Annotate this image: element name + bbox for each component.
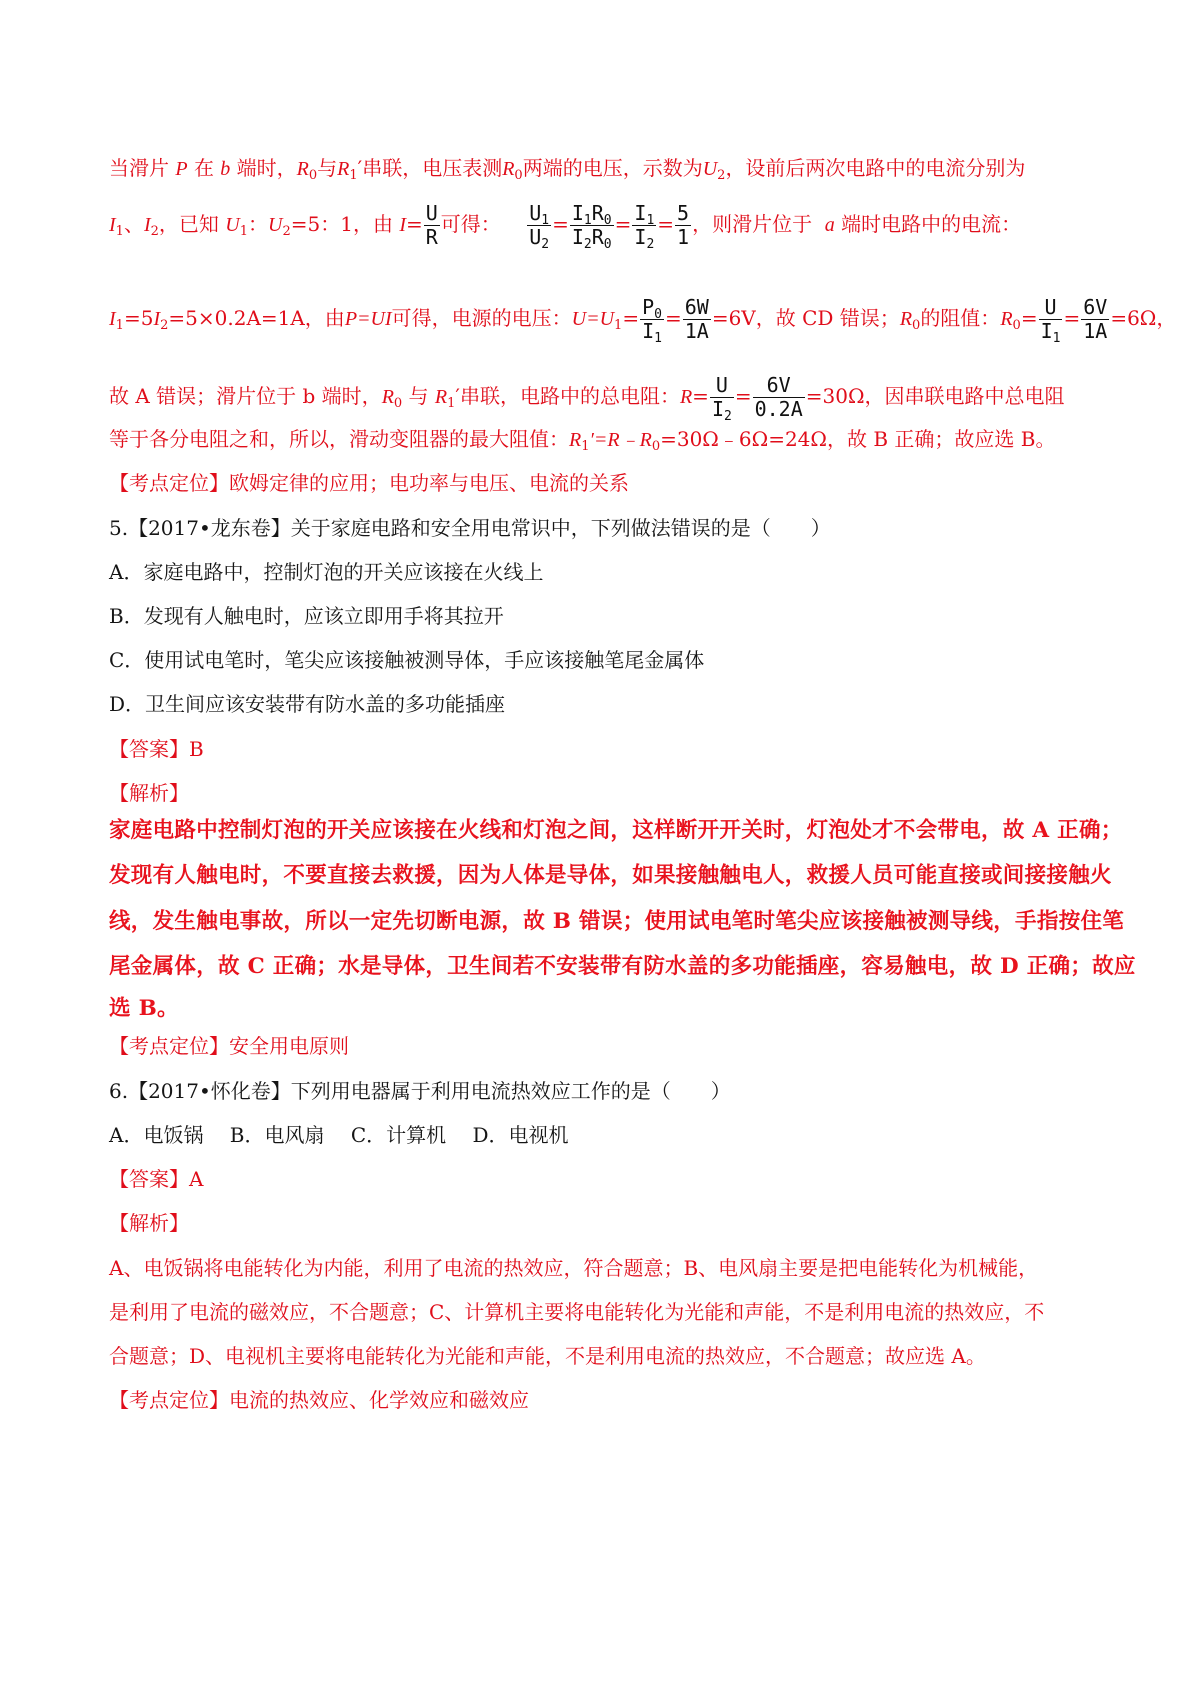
- formula-fraction: $\frac{U_1}{U_2}$: [529, 201, 550, 252]
- question-5-analysis-line: 发现有人触电时，不要直接去救援，因为人体是导体，如果接触触电人，救援人员可能直接或间接接触火: [109, 863, 1112, 888]
- formula-fraction: $\frac{P_0}{I_1}$: [642, 295, 662, 346]
- formula-fraction: $\frac{I_1R_0}{I_2R_0}$: [571, 201, 612, 252]
- question-5-analysis-line: 尾金属体，故 C 正确；水是导体，卫生间若不安装带有防水盖的多功能插座，容易触电，故 D 正确；故应: [109, 954, 1136, 979]
- question-6-analysis-line: 合题意；D、电视机主要将电能转化为光能和声能，不是利用电流的热效应，不合题意；故应选 A。: [109, 1344, 986, 1368]
- question-6-analysis-label: 【解析】: [109, 1211, 189, 1235]
- solution-line-5: 等于各分电阻之和，所以，滑动变阻器的最大阻值：$R_1'=R﹣R_0=30\Omega﹣6\Omega=24\Omega$，故 B 正确；故应选 B。: [109, 427, 1056, 454]
- formula-fraction: $\frac{U}{I_2}$: [711, 373, 732, 424]
- question-5-point: 【考点定位】安全用电原则: [109, 1034, 349, 1058]
- solution-line-1: 当滑片 P 在 b 端时，$R_0$与$R_1'$串联，电压表测$R_0$两端的电压，示数为$U_2$，设前后两次电路中的电流分别为: [109, 156, 1026, 183]
- solution-line-2: $I_1$、$I_2$，已知 $U_1$：$U_2=5$：1，由 I= $\frac{U}{R}$ 可得： $\frac{U_1}{U_2}$ = $\frac{I_1R_0}{I_2R_0}$ = $\frac{I_1}{I_2}$ = $\frac{5}{1}$ ，则滑片位于 a 端时电路中的电流：: [109, 201, 1022, 252]
- formula-fraction: $\frac{I_1}{I_2}$: [634, 201, 655, 252]
- question-6-answer: 【答案】A: [109, 1167, 204, 1191]
- question-5-analysis-line: 选 B。: [109, 996, 179, 1021]
- question-6-analysis-line: 是利用了电流的磁效应，不合题意；C、计算机主要将电能转化为光能和声能，不是利用电流的热效应，不: [109, 1300, 1045, 1324]
- question-5-answer: 【答案】B: [109, 737, 204, 761]
- question-5-option-b: B．发现有人触电时，应该立即用手将其拉开: [109, 604, 504, 628]
- question-5-option-d: D．卫生间应该安装带有防水盖的多功能插座: [109, 692, 506, 716]
- question-5-stem: 5.【2017•龙东卷】关于家庭电路和安全用电常识中，下列做法错误的是（ ）: [109, 516, 831, 540]
- formula-fraction: $\frac{6V}{1A}$: [1083, 295, 1108, 343]
- question-5-analysis-line: 家庭电路中控制灯泡的开关应该接在火线和灯泡之间，这样断开开关时，灯泡处才不会带电，故 A 正确；: [109, 818, 1123, 843]
- question-5-option-a: A．家庭电路中，控制灯泡的开关应该接在火线上: [109, 560, 544, 584]
- question-5-option-c: C．使用试电笔时，笔尖应该接触被测导体，手应该接触笔尾金属体: [109, 648, 705, 672]
- question-6-stem: 6.【2017•怀化卷】下列用电器属于利用电流热效应工作的是（ ）: [109, 1079, 731, 1103]
- solution-line-3: $I_1=5I_2=5\times 0.2A=1A$，由P=UI可得，电源的电压：$U=U_1=$ $\frac{P_0}{I_1}$ = $\frac{6W}{1A}$ =6V，故 CD 错误；$R_0$的阻值：$R_0=$ $\frac{U}{I_1}$ = $\frac{6V}{1A}$ =6Ω，: [109, 295, 1177, 346]
- question-5-analysis-label: 【解析】: [109, 781, 189, 805]
- question-6-analysis-line: A、电饭锅将电能转化为内能，利用了电流的热效应，符合题意；B、电风扇主要是把电能转化为机械能，: [109, 1256, 1039, 1280]
- point-label-1: 【考点定位】欧姆定律的应用；电功率与电压、电流的关系: [109, 471, 629, 495]
- formula-fraction: $\frac{5}{1}$: [677, 201, 690, 249]
- question-5-analysis-line: 线，发生触电事故，所以一定先切断电源，故 B 错误；使用试电笔时笔尖应该接触被测导线，手指按住笔: [109, 909, 1125, 934]
- formula-fraction: $\frac{6W}{1A}$: [684, 295, 709, 343]
- question-6-point: 【考点定位】电流的热效应、化学效应和磁效应: [109, 1388, 529, 1412]
- formula-fraction: $\frac{U}{R}$: [425, 201, 438, 249]
- formula-fraction: $\frac{U}{I_1}$: [1040, 295, 1061, 346]
- question-6-options: A．电饭锅 B．电风扇 C．计算机 D．电视机: [109, 1123, 569, 1147]
- formula-fraction: $\frac{6V}{0.2A}$: [754, 373, 803, 421]
- solution-line-4: 故 A 错误；滑片位于 b 端时，$R_0$ 与 $R_1'$串联，电路中的总电阻：R= $\frac{U}{I_2}$ = $\frac{6V}{0.2A}$ =30Ω，因串联电路中总电阻: [109, 373, 1065, 424]
